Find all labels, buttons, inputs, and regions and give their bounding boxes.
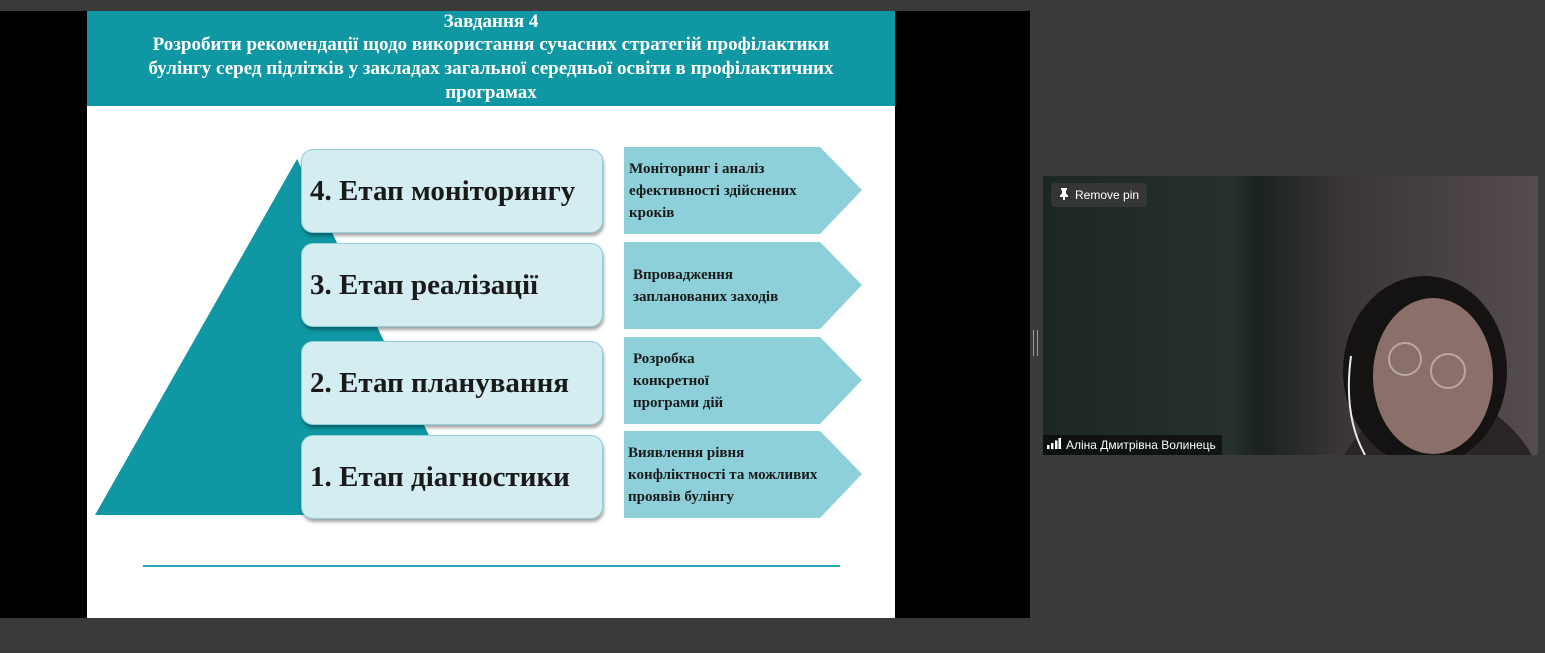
signal-strength-icon xyxy=(1047,438,1061,452)
stage-description: Моніторинг і аналіз ефективності здійснених кроків xyxy=(629,160,797,221)
participant-name-tag xyxy=(1043,435,1222,455)
remove-pin-button[interactable] xyxy=(1051,183,1147,207)
participant-video-tile[interactable] xyxy=(1043,176,1538,455)
stage-box-monitoring: 4. Етап моніторингу xyxy=(301,149,603,233)
presentation-slide xyxy=(87,11,895,618)
stage-description: Розробка конкретної програми дій xyxy=(633,350,724,411)
stage-arrow-planning xyxy=(624,337,862,424)
stage-box-diagnostics: 1. Етап діагностики xyxy=(301,435,603,519)
stage-box-implementation: 3. Етап реалізації xyxy=(301,243,603,327)
slide-task-title: Завдання 4 xyxy=(443,11,539,32)
stage-arrow-diagnostics xyxy=(624,431,862,518)
stage-description: Впровадження запланованих заходів xyxy=(633,266,779,305)
stage-description: Виявлення рівня конфліктності та можливих проявів булінгу xyxy=(628,444,818,505)
participant-video-frame xyxy=(1043,176,1538,455)
split-resize-handle[interactable] xyxy=(1033,330,1038,356)
stage-arrow-implementation xyxy=(624,242,862,329)
remove-pin-label: Remove pin xyxy=(1075,188,1140,202)
slide-divider xyxy=(143,565,840,567)
screen-share-area xyxy=(0,11,1030,618)
pin-icon xyxy=(1059,188,1069,203)
stage-arrow-monitoring xyxy=(624,147,862,234)
slide-task-text: Розробити рекомендації щодо використання сучасних стратегій профілактики булінгу серед підлітків у закладах загальної середньої освіти в профілактичних програмах xyxy=(148,34,834,103)
stage-box-planning: 2. Етап планування xyxy=(301,341,603,425)
participant-name-label: Аліна Дмитрівна Волинець xyxy=(1066,438,1216,452)
